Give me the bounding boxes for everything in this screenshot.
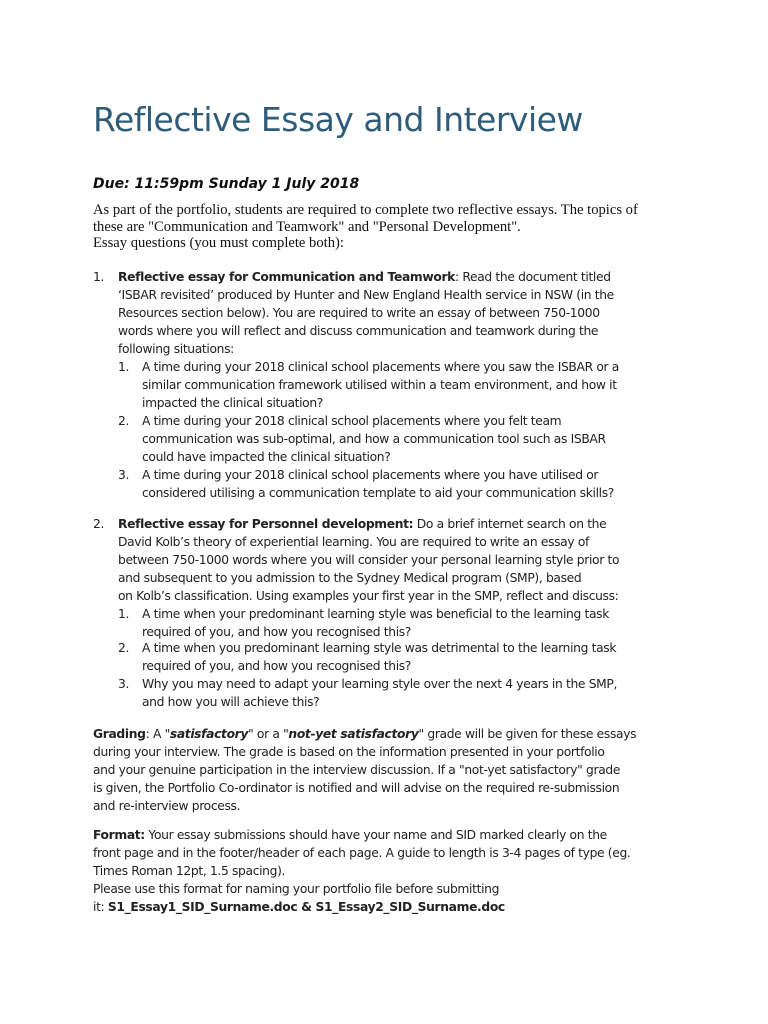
grading-line: during your interview. The grade is based on the information presented in your portfolio: [93, 745, 605, 759]
grading-label: Grading: [93, 727, 146, 741]
intro-line: these are "Communication and Teamwork" and "Personal Development".: [93, 218, 521, 235]
q2-sub-line: and how you will achieve this?: [142, 695, 320, 709]
q2-sub-line: Why you may need to adapt your learning style over the next 4 years in the SMP,: [142, 677, 618, 691]
q1-sub-line: could have impacted the clinical situation?: [142, 450, 391, 464]
q1-sub-number: 1.: [118, 360, 130, 374]
q2-sub-line: A time when your predominant learning style was beneficial to the learning task: [142, 607, 609, 621]
format-label: Format:: [93, 828, 145, 842]
q2-number: 2.: [93, 517, 105, 531]
format-filenames: S1_Essay1_SID_Surname.doc & S1_Essay2_SID_Surname.doc: [107, 900, 505, 914]
q1-sub-number: 3.: [118, 468, 130, 482]
q2-line: David Kolb’s theory of experiential learning. You are required to write an essay of: [118, 535, 590, 549]
q2-line: on Kolb’s classification. Using examples your first year in the SMP, reflect and discuss:: [118, 589, 619, 603]
q1-sub-line: A time during your 2018 clinical school placements where you felt team: [142, 414, 562, 428]
format-line: front page and in the footer/header of each page. A guide to length is 3-4 pages of type (eg.: [93, 846, 631, 860]
q1-line: following situations:: [118, 342, 234, 356]
q2-sub-number: 1.: [118, 607, 130, 621]
q1-line: Resources section below). You are required to write an essay of between 750-1000: [118, 306, 600, 320]
q1-sub-line: A time during your 2018 clinical school placements where you saw the ISBAR or a: [142, 360, 619, 374]
q1-line1-rest: : Read the document titled: [455, 270, 611, 284]
q1-sub-line: impacted the clinical situation?: [142, 396, 323, 410]
q2-sub-number: 3.: [118, 677, 130, 691]
q1-line: words where you will reflect and discuss communication and teamwork during the: [118, 324, 599, 338]
grading-line: and your genuine participation in the interview discussion. If a "not-yet satisfactory" grade: [93, 763, 621, 777]
grading-text: : A ": [145, 727, 170, 741]
q2-first-line: [118, 517, 606, 531]
grading-text: " or a ": [248, 727, 289, 741]
q1-heading: Reflective essay for Communication and Teamwork: [118, 270, 456, 284]
q2-sub-number: 2.: [118, 641, 130, 655]
grading-line: is given, the Portfolio Co-ordinator is notified and will advise on the required re-submission: [93, 781, 620, 795]
q1-sub-line: A time during your 2018 clinical school placements where you have utilised or: [142, 468, 599, 482]
grading-first-line: [93, 727, 636, 741]
q2-heading: Reflective essay for Personnel development:: [118, 517, 414, 531]
page-title: Reflective Essay and Interview: [93, 100, 583, 139]
q1-line: ‘ISBAR revisited’ produced by Hunter and New England Health service in NSW (in the: [118, 288, 614, 302]
grading-not-yet: not-yet satisfactory: [288, 727, 419, 741]
q2-sub-line: required of you, and how you recognised this?: [142, 625, 411, 639]
intro-line: As part of the portfolio, students are required to complete two reflective essays. The topics of: [93, 202, 638, 218]
q1-number: 1.: [93, 270, 105, 284]
q2-line: and subsequent to you admission to the Sydney Medical program (SMP), based: [118, 571, 582, 585]
q1-sub-number: 2.: [118, 414, 130, 428]
grading-satisfactory: satisfactory: [169, 727, 249, 741]
format-line: Times Roman 12pt, 1.5 spacing).: [93, 864, 286, 878]
format-line1-rest: Your essay submissions should have your name and SID marked clearly on the: [144, 828, 607, 842]
q1-first-line: [118, 270, 611, 284]
grading-text: " grade will be given for these essays: [418, 727, 637, 741]
format-last-line: [93, 900, 505, 914]
q2-line: between 750-1000 words where you will consider your personal learning style prior to: [118, 553, 620, 567]
intro-line: Essay questions (you must complete both):: [93, 235, 344, 251]
format-line: Please use this format for naming your portfolio file before submitting: [93, 882, 500, 896]
format-first-line: [93, 828, 607, 842]
format-last-prefix: it:: [93, 900, 108, 914]
q2-sub-line: required of you, and how you recognised this?: [142, 659, 411, 673]
q1-sub-line: considered utilising a communication template to aid your communication skills?: [142, 486, 614, 500]
intro-paragraph: [93, 202, 683, 252]
q2-sub-line: A time when you predominant learning style was detrimental to the learning task: [142, 641, 617, 655]
grading-line: and re-interview process.: [93, 799, 241, 813]
q2-line1-rest: Do a brief internet search on the: [413, 517, 607, 531]
due-date: Due: 11:59pm Sunday 1 July 2018: [93, 176, 360, 192]
q1-sub-line: similar communication framework utilised within a team environment, and how it: [142, 378, 617, 392]
q1-sub-line: communication was sub-optimal, and how a communication tool such as ISBAR: [142, 432, 606, 446]
